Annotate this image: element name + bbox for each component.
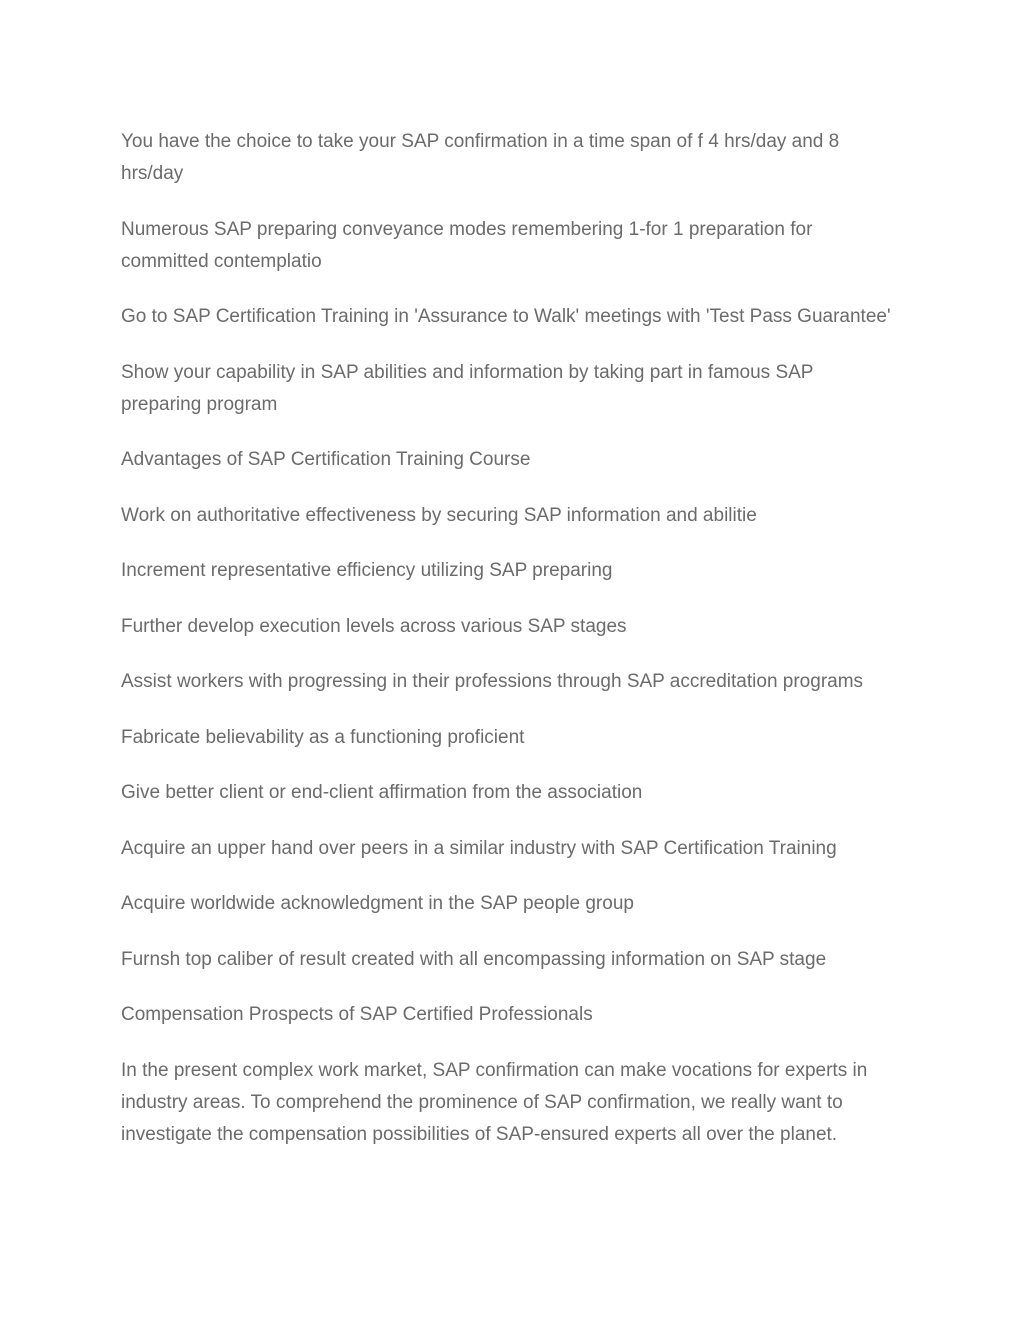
paragraph-client-affirmation: Give better client or end-client affirmation from the association xyxy=(121,782,643,803)
document-body xyxy=(121,126,891,1174)
paragraph-worldwide-acknowledgment: Acquire worldwide acknowledgment in the SAP people group xyxy=(121,893,634,914)
heading-advantages: Advantages of SAP Certification Training Course xyxy=(121,449,531,470)
paragraph-assist-workers: Assist workers with progressing in their professions through SAP accreditation programs xyxy=(121,671,864,692)
paragraph-execution-levels: Further develop execution levels across various SAP stages xyxy=(121,615,627,637)
paragraph-assurance-to-walk: Go to SAP Certification Training in 'Assurance to Walk' meetings with 'Test Pass Guarantee' xyxy=(121,306,891,327)
paragraph-believability: Fabricate believability as a functioning proficient xyxy=(121,726,525,748)
paragraph-upper-hand: Acquire an upper hand over peers in a similar industry with SAP Certification Training xyxy=(121,837,837,859)
heading-compensation-prospects: Compensation Prospects of SAP Certified Professionals xyxy=(121,1004,593,1025)
paragraph-choice-time-span: You have the choice to take your SAP confirmation in a time span of f 4 hrs/day and 8 hrs/day xyxy=(121,131,840,184)
paragraph-organizational-effectiveness: Work on authoritative effectiveness by securing SAP information and abilitie xyxy=(121,504,757,526)
paragraph-show-capability: Show your capability in SAP abilities and information by taking part in famous SAP preparing program xyxy=(121,361,814,415)
paragraph-employee-efficiency: Increment representative efficiency utilizing SAP preparing xyxy=(121,560,613,581)
paragraph-work-market: In the present complex work market, SAP confirmation can make vocations for experts in industry areas. To comprehend the prominence of SAP confirmation, we really want to investigate the compensation possibilities of SAP-ensured experts all over the planet. xyxy=(121,1059,868,1145)
paragraph-top-caliber: Furnsh top caliber of result created with all encompassing information on SAP stage xyxy=(121,948,827,970)
paragraph-training-modes: Numerous SAP preparing conveyance modes remembering 1-for 1 preparation for committed contemplatio xyxy=(121,218,813,272)
